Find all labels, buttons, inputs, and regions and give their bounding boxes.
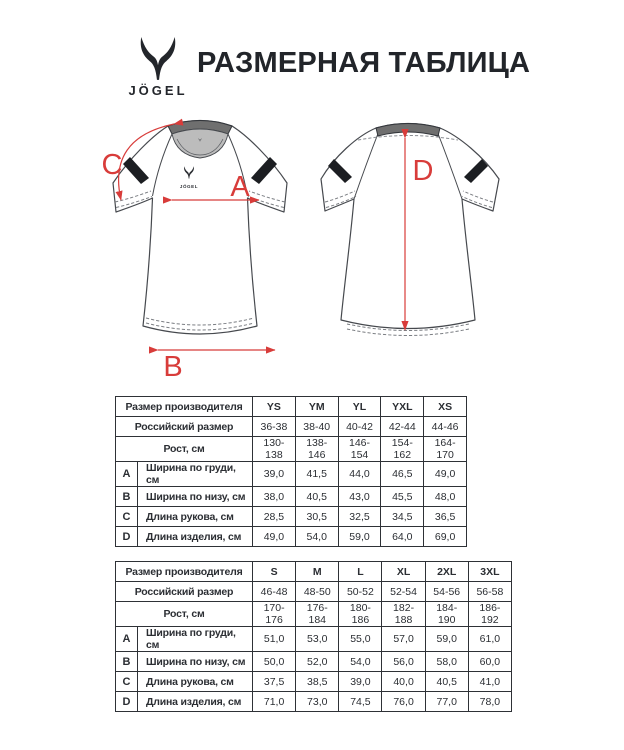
header-row-label: Рост, см xyxy=(116,602,253,627)
measure-value-cell: 54,0 xyxy=(339,652,382,672)
measure-value-cell: 64,0 xyxy=(381,527,424,547)
measure-value-cell: 59,0 xyxy=(338,527,381,547)
measure-name-cell: Длина изделия, см xyxy=(138,692,253,712)
measure-value-cell: 41,5 xyxy=(295,462,338,487)
header-value-cell: 54-56 xyxy=(425,582,468,602)
header-value-cell: 170-176 xyxy=(253,602,296,627)
back-shirt-outline xyxy=(321,124,499,329)
chest-logo-text: JÖGEL xyxy=(179,184,199,189)
measure-value-cell: 34,5 xyxy=(381,507,424,527)
measure-name-cell: Длина изделия, см xyxy=(138,527,253,547)
header-value-cell: 184-190 xyxy=(425,602,468,627)
header-value-cell: 146-154 xyxy=(338,437,381,462)
header-value-cell: 56-58 xyxy=(468,582,511,602)
measure-row-c xyxy=(116,507,467,527)
size-code-cell: XS xyxy=(424,397,467,417)
measure-value-cell: 45,5 xyxy=(381,487,424,507)
measure-value-cell: 58,0 xyxy=(425,652,468,672)
header-value-cell: 36-38 xyxy=(253,417,296,437)
header-value-cell: 48-50 xyxy=(296,582,339,602)
measure-value-cell: 54,0 xyxy=(295,527,338,547)
header-value-cell: 138-146 xyxy=(295,437,338,462)
size-table-header-row xyxy=(116,562,512,582)
measure-value-cell: 61,0 xyxy=(468,627,511,652)
header-value-cell: 186-192 xyxy=(468,602,511,627)
measure-value-cell: 36,5 xyxy=(424,507,467,527)
header-value-cell: 52-54 xyxy=(382,582,425,602)
header-row-label: Рост, см xyxy=(116,437,253,462)
brand-logo xyxy=(118,36,198,98)
measure-label-a: A xyxy=(230,171,250,203)
back-shirt-drawing xyxy=(320,116,510,348)
header-row-label: Размер производителя xyxy=(116,562,253,582)
measure-value-cell: 76,0 xyxy=(382,692,425,712)
size-code-cell: YM xyxy=(295,397,338,417)
measure-row-b xyxy=(116,652,512,672)
measure-letter-cell: A xyxy=(116,462,138,487)
measure-value-cell: 40,5 xyxy=(425,672,468,692)
header-value-cell: 176-184 xyxy=(296,602,339,627)
measure-value-cell: 59,0 xyxy=(425,627,468,652)
measure-value-cell: 37,5 xyxy=(253,672,296,692)
measure-value-cell: 41,0 xyxy=(468,672,511,692)
size-code-cell: 3XL xyxy=(468,562,511,582)
measure-value-cell: 30,5 xyxy=(295,507,338,527)
header-value-cell: 42-44 xyxy=(381,417,424,437)
header-value-cell: 180-186 xyxy=(339,602,382,627)
brand-logo-text: JÖGEL xyxy=(128,83,188,98)
size-table-header-row xyxy=(116,397,467,417)
measure-letter-cell: B xyxy=(116,487,138,507)
size-code-cell: L xyxy=(339,562,382,582)
measure-value-cell: 50,0 xyxy=(253,652,296,672)
measure-value-cell: 60,0 xyxy=(468,652,511,672)
measure-value-cell: 28,5 xyxy=(253,507,296,527)
measure-row-a xyxy=(116,627,512,652)
measure-value-cell: 48,0 xyxy=(424,487,467,507)
measure-name-cell: Ширина по груди, см xyxy=(138,627,253,652)
measure-value-cell: 39,0 xyxy=(339,672,382,692)
measure-value-cell: 77,0 xyxy=(425,692,468,712)
measure-name-cell: Ширина по низу, см xyxy=(138,652,253,672)
measure-value-cell: 43,0 xyxy=(338,487,381,507)
measure-row-d xyxy=(116,692,512,712)
measure-letter-cell: D xyxy=(116,692,138,712)
jogel-logo-icon xyxy=(137,36,179,82)
size-table-header-row xyxy=(116,602,512,627)
measure-value-cell: 40,5 xyxy=(295,487,338,507)
size-code-cell: YS xyxy=(253,397,296,417)
measure-label-c: C xyxy=(101,149,123,181)
measure-value-cell: 69,0 xyxy=(424,527,467,547)
header-value-cell: 154-162 xyxy=(381,437,424,462)
measure-value-cell: 52,0 xyxy=(296,652,339,672)
measure-value-cell: 46,5 xyxy=(381,462,424,487)
header-value-cell: 38-40 xyxy=(295,417,338,437)
measure-value-cell: 40,0 xyxy=(382,672,425,692)
measure-value-cell: 56,0 xyxy=(382,652,425,672)
size-code-cell: S xyxy=(253,562,296,582)
measure-value-cell: 39,0 xyxy=(253,462,296,487)
front-shirt-diagram xyxy=(95,112,305,380)
measure-value-cell: 38,5 xyxy=(296,672,339,692)
size-table-youth xyxy=(115,396,467,547)
back-shirt-diagram xyxy=(320,116,510,348)
size-code-cell: XL xyxy=(382,562,425,582)
header-row-label: Размер производителя xyxy=(116,397,253,417)
size-code-cell: M xyxy=(296,562,339,582)
size-table-header-row xyxy=(116,582,512,602)
header-value-cell: 44-46 xyxy=(424,417,467,437)
size-table-header-row xyxy=(116,417,467,437)
header-value-cell: 46-48 xyxy=(253,582,296,602)
size-code-cell: YL xyxy=(338,397,381,417)
measure-value-cell: 55,0 xyxy=(339,627,382,652)
measure-row-c xyxy=(116,672,512,692)
measure-value-cell: 38,0 xyxy=(253,487,296,507)
measure-value-cell: 78,0 xyxy=(468,692,511,712)
size-table-header-row xyxy=(116,437,467,462)
header-value-cell: 130-138 xyxy=(253,437,296,462)
size-code-cell: YXL xyxy=(381,397,424,417)
measure-letter-cell: D xyxy=(116,527,138,547)
measure-row-d xyxy=(116,527,467,547)
measure-letter-cell: C xyxy=(116,507,138,527)
measure-label-b: B xyxy=(163,351,183,380)
measure-name-cell: Ширина по груди, см xyxy=(138,462,253,487)
measure-letter-cell: C xyxy=(116,672,138,692)
measure-value-cell: 73,0 xyxy=(296,692,339,712)
measure-value-cell: 32,5 xyxy=(338,507,381,527)
header-value-cell: 50-52 xyxy=(339,582,382,602)
measure-name-cell: Длина рукова, см xyxy=(138,507,253,527)
measure-letter-cell: B xyxy=(116,652,138,672)
header-row-label: Российский размер xyxy=(116,582,253,602)
measure-value-cell: 71,0 xyxy=(253,692,296,712)
measure-value-cell: 53,0 xyxy=(296,627,339,652)
page-title: РАЗМЕРНАЯ ТАБЛИЦА xyxy=(197,47,531,79)
measure-name-cell: Ширина по низу, см xyxy=(138,487,253,507)
measure-value-cell: 49,0 xyxy=(424,462,467,487)
measure-name-cell: Длина рукова, см xyxy=(138,672,253,692)
header-value-cell: 182-188 xyxy=(382,602,425,627)
header-row-label: Российский размер xyxy=(116,417,253,437)
measure-value-cell: 51,0 xyxy=(253,627,296,652)
size-table-adult xyxy=(115,561,512,712)
measure-row-a xyxy=(116,462,467,487)
measure-value-cell: 57,0 xyxy=(382,627,425,652)
measure-value-cell: 44,0 xyxy=(338,462,381,487)
size-code-cell: 2XL xyxy=(425,562,468,582)
header-value-cell: 40-42 xyxy=(338,417,381,437)
measure-value-cell: 49,0 xyxy=(253,527,296,547)
measure-label-d: D xyxy=(412,155,434,187)
front-shirt-drawing xyxy=(95,112,305,380)
measure-row-b xyxy=(116,487,467,507)
header-value-cell: 164-170 xyxy=(424,437,467,462)
measure-letter-cell: A xyxy=(116,627,138,652)
measure-value-cell: 74,5 xyxy=(339,692,382,712)
